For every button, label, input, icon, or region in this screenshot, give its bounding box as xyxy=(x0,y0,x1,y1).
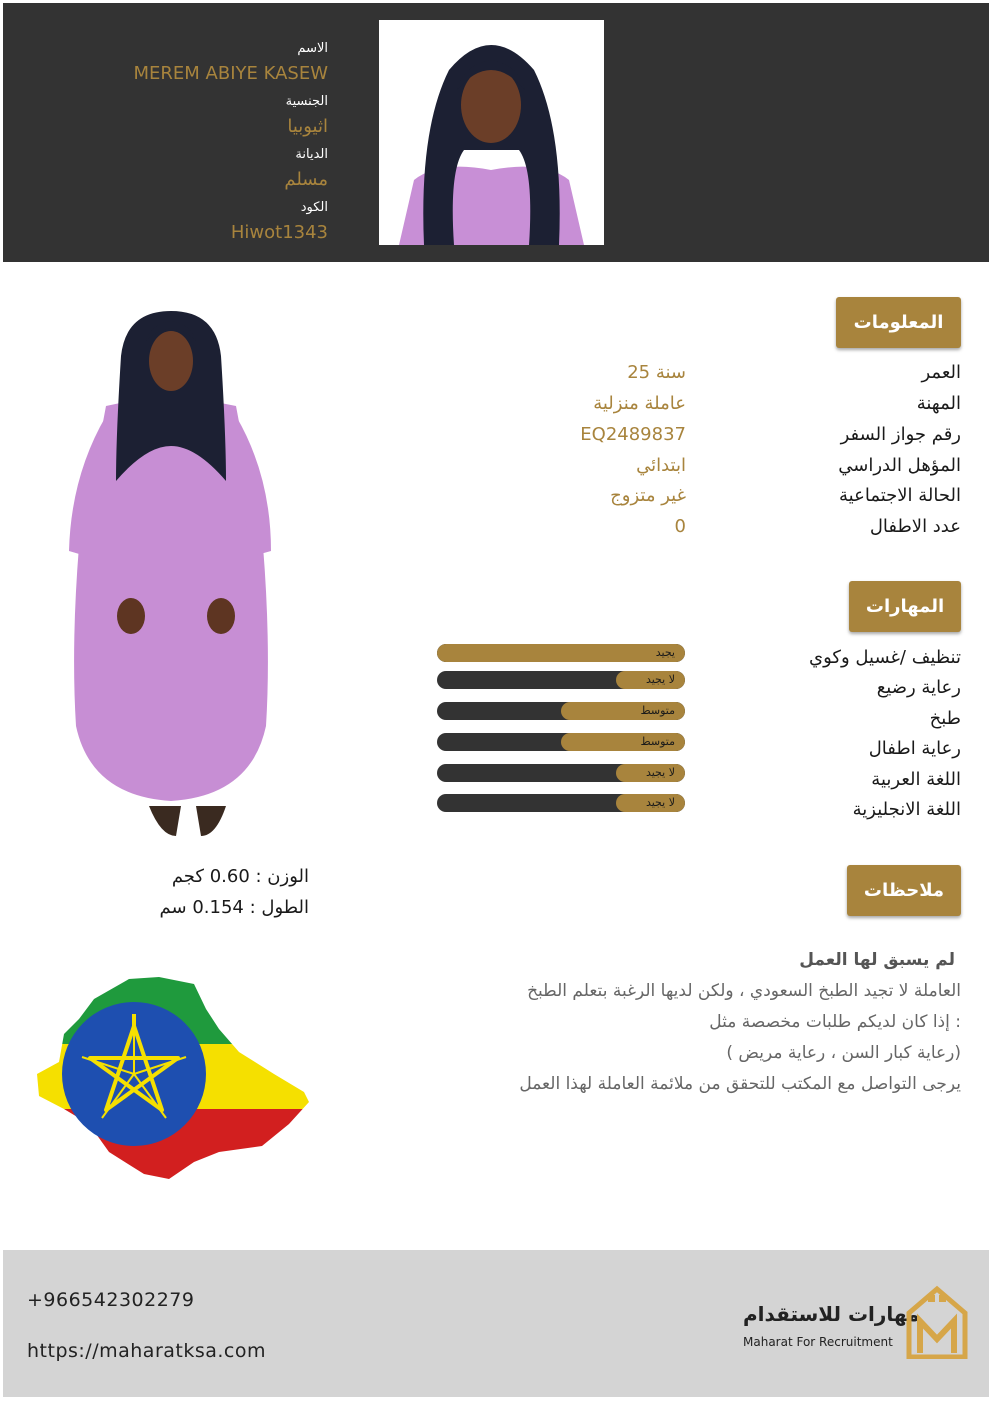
education-label: المؤهل الدراسي xyxy=(838,455,961,476)
skill-bar xyxy=(437,644,685,662)
notes-line: العاملة لا تجيد الطبخ السعودي ، ولكن لديها الرغبة بتعلم الطبخ xyxy=(527,981,961,1001)
skill-bar xyxy=(437,671,685,689)
skill-level: متوسط xyxy=(561,733,685,751)
notes-line: إذا كان لديكم طلبات مخصصة مثل : xyxy=(709,1012,961,1032)
house-logo-icon xyxy=(906,1285,968,1359)
skill-label: اللغة العربية xyxy=(871,769,961,790)
nationality-value: اثيوبيا xyxy=(287,116,328,137)
logo-text-ar: مهارات للاستقدام xyxy=(743,1302,920,1326)
notes-section-title: ملاحظات xyxy=(847,865,961,916)
company-logo xyxy=(740,1285,968,1360)
skill-bar xyxy=(437,702,685,720)
marital-status-label: الحالة الاجتماعية xyxy=(839,485,961,506)
age-value: 25 سنة xyxy=(627,362,686,383)
info-section-title: المعلومات xyxy=(836,297,961,348)
passport-value: EQ2489837 xyxy=(580,424,686,445)
weight-value: الوزن : 0.60 كجم xyxy=(171,866,309,887)
skill-level: لا يجيد xyxy=(616,794,685,812)
skill-label: رعاية اطفال xyxy=(868,738,961,759)
skill-label: تنظيف /غسيل وكوي xyxy=(809,647,961,668)
skill-level: يجيد xyxy=(437,644,685,662)
skills-section-title: المهارات xyxy=(849,581,961,632)
nationality-label: الجنسية xyxy=(285,94,328,109)
skill-level: لا يجيد xyxy=(616,764,685,782)
code-value: Hiwot1343 xyxy=(230,222,328,243)
skill-bar xyxy=(437,764,685,782)
skill-bar xyxy=(437,733,685,751)
ethiopia-flag-map xyxy=(34,974,312,1180)
skill-level: لا يجيد xyxy=(616,671,685,689)
marital-status-value: غير متزوج xyxy=(610,485,686,506)
skill-label: اللغة الانجليزية xyxy=(852,799,961,820)
notes-line: يرجى التواصل مع المكتب للتحقق من ملائمة العاملة لهذا العمل xyxy=(519,1074,961,1094)
children-label: عدد الاطفال xyxy=(869,516,961,537)
religion-value: مسلم xyxy=(284,169,328,190)
portrait-photo xyxy=(379,20,604,245)
name-label: الاسم xyxy=(297,41,328,56)
age-label: العمر xyxy=(921,362,961,383)
education-value: ابتدائي xyxy=(636,455,686,476)
full-body-photo xyxy=(31,296,310,856)
skill-label: رعاية رضيع xyxy=(876,677,961,698)
logo-text-en: Maharat For Recruitment xyxy=(743,1335,893,1349)
skill-bar xyxy=(437,794,685,812)
passport-label: رقم جواز السفر xyxy=(840,424,961,445)
skill-level: متوسط xyxy=(561,702,685,720)
website-link[interactable]: https://maharatksa.com xyxy=(27,1340,267,1362)
profession-value: عاملة منزلية xyxy=(593,393,686,414)
notes-line: ( رعاية كبار السن ، رعاية مريض) xyxy=(726,1043,961,1063)
religion-label: الديانة xyxy=(295,147,328,162)
worker-name: MEREM ABIYE KASEW xyxy=(133,63,328,84)
skill-label: طبخ xyxy=(929,708,961,729)
children-value: 0 xyxy=(674,516,686,537)
profession-label: المهنة xyxy=(916,393,961,414)
code-label: الكود xyxy=(300,200,328,215)
height-value: الطول : 0.154 سم xyxy=(159,897,309,918)
phone-number[interactable]: +966542302279 xyxy=(27,1289,195,1311)
notes-heading: لم يسبق لها العمل xyxy=(799,950,955,970)
